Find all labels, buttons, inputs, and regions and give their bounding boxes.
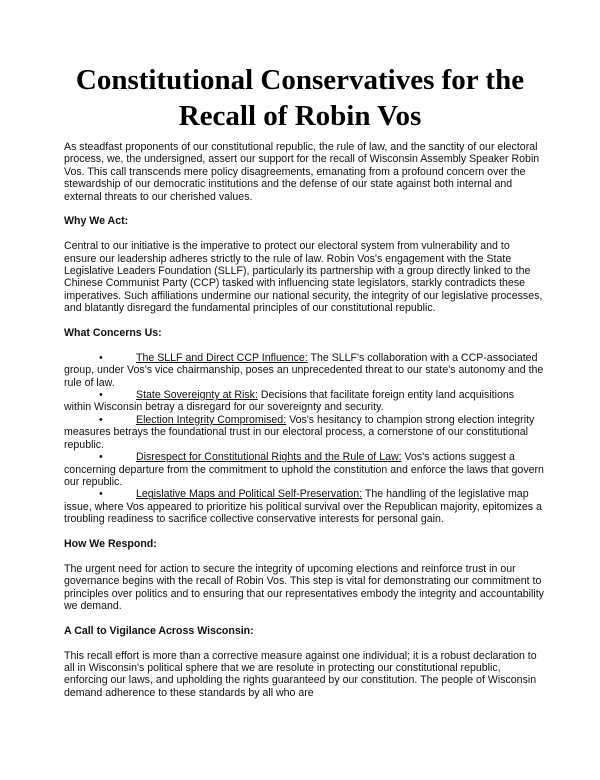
- document-body: [64, 141, 544, 712]
- call-to-vigilance-paragraph: This recall effort is more than a corrective measure against one individual; it is a robust declaration to all in Wisconsin's political sphere that we are resolute in protecting our constitutional republic, enforcing our laws, and upholding the rights guaranteed by our constitution. The people of Wisconsin demand adherence to these standards by all who are: [64, 649, 537, 699]
- why-we-act-paragraph: Central to our initiative is the imperative to protect our electoral system from vulnerability and to ensure our leadership adheres strictly to the rule of law. Robin Vos's engagement with the State Legislative Leaders Foundation (SLLF), particularly its partnership with a group directly linked to the Chinese Communist Party (CCP) tasked with influencing state legislators, starkly contradicts these imperatives. Such affiliations undermine our national security, the integrity of our legislative processes, and blatantly disregard the fundamental principles of our constitutional republic.: [64, 240, 543, 315]
- concern-item: [64, 414, 544, 451]
- concern-title: Legislative Maps and Political Self-Preservation:: [136, 488, 363, 501]
- concern-item: [64, 488, 544, 525]
- concern-text: The handling of the legislative map issue, where Vos appeared to prioritize his political survival over the Republican majority, epitomizes a troubling readiness to sacrifice collective conservative interests for personal gain.: [64, 488, 542, 526]
- bullet-icon: •: [99, 351, 103, 364]
- concern-item: [64, 352, 544, 389]
- concern-item: [64, 451, 544, 488]
- concern-title: State Sovereignty at Risk:: [136, 389, 258, 402]
- how-we-respond-paragraph: The urgent need for action to secure the integrity of upcoming elections and reinforce trust in our governance begins with the recall of Robin Vos. This step is vital for demonstrating our commitment to principles over politics and to ensuring that our representatives embody the integrity and accountability we demand.: [64, 562, 544, 612]
- concern-text: Vos's hesitancy to champion strong election integrity measures betrays the foundational trust in our electoral process, a cornerstone of our constitutional republic.: [64, 413, 535, 451]
- bullet-icon: •: [99, 488, 103, 501]
- what-concerns-us-heading: What Concerns Us:: [64, 327, 162, 340]
- bullet-icon: •: [99, 413, 103, 426]
- concern-text: Vos's actions suggest a concerning departure from the commitment to uphold the constitution and enforce the laws that govern our republic.: [64, 451, 544, 488]
- why-we-act-heading: Why We Act:: [64, 215, 129, 228]
- title-line-2: Recall of Robin Vos: [178, 100, 422, 132]
- concern-text: The SLLF's collaboration with a CCP-associated group, under Vos's vice chairmanship, poses an unprecedented threat to our state's autonomy and the rule of law.: [64, 351, 544, 389]
- concern-title: Election Integrity Compromised:: [136, 413, 287, 426]
- concern-text: Decisions that facilitate foreign entity land acquisitions within Wisconsin betray a disregard for our sovereignty and security.: [64, 389, 515, 414]
- bullet-icon: •: [99, 389, 103, 402]
- concern-title: Disrespect for Constitutional Rights and the Rule of Law:: [136, 451, 402, 464]
- concerns-list: [64, 352, 544, 526]
- how-we-respond-heading: How We Respond:: [64, 537, 157, 550]
- concern-title: The SLLF and Direct CCP Influence:: [136, 351, 308, 364]
- title-line-1: Constitutional Conservatives for the: [75, 64, 525, 96]
- concern-item: [64, 389, 544, 414]
- call-to-vigilance-heading: A Call to Vigilance Across Wisconsin:: [64, 624, 254, 637]
- intro-paragraph: As steadfast proponents of our constitutional republic, the rule of law, and the sanctity of our electoral process, we, the undersigned, assert our support for the recall of Wisconsin Assembly Speaker Robin Vos. This call transcends mere policy disagreements, emanating from a profound concern over the stewardship of our democratic institutions and the defense of our state against both internal and external threats to our cherished values.: [64, 141, 540, 203]
- document-title: [40, 62, 560, 134]
- bullet-icon: •: [99, 451, 103, 464]
